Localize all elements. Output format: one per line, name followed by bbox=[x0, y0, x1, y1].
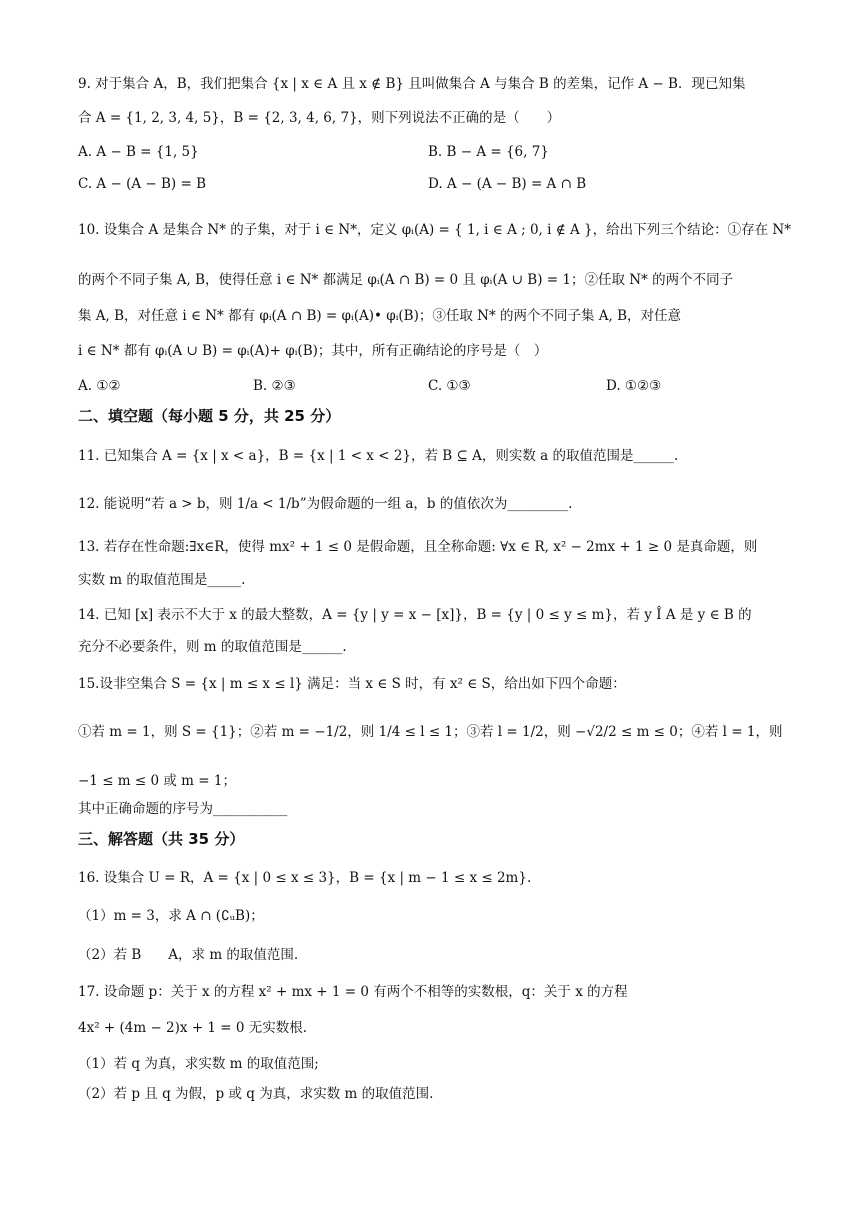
q10-line-2: 的两个不同子集 A, B，使得任意 i ∈ N* 都满足 φᵢ(A ∩ B) = 0 且 φᵢ(A ∪ B) = 1；②任取 N* 的两个不同子 bbox=[78, 272, 734, 288]
q15-line-2: ①若 m = 1，则 S = {1}；②若 m = −1/2，则 1/4 ≤ l ≤ 1；③若 l = 1/2，则 −√2/2 ≤ m ≤ 0；④若 l = 1，则 bbox=[78, 724, 783, 740]
q11-text: 11. 已知集合 A = {x | x < a}，B = {x | 1 < x < 2}，若 B ⊆ A，则实数 a 的取值范围是______. bbox=[78, 448, 679, 464]
q9-option-c: C. A − (A − B) = B bbox=[78, 176, 206, 192]
q15-line-3: −1 ≤ m ≤ 0 或 m = 1； bbox=[78, 773, 236, 789]
q9-line-2: 合 A = {1, 2, 3, 4, 5}，B = {2, 3, 4, 6, 7}，则下列说法不正确的是（ ） bbox=[78, 110, 561, 126]
q10-option-b: B. ②③ bbox=[253, 378, 296, 394]
q14-line-1: 14. 已知 [x] 表示不大于 x 的最大整数，A = {y | y = x − [x]}，B = {y | 0 ≤ y ≤ m}，若 y Î A 是 y ∈ B 的 bbox=[78, 607, 752, 623]
q16-line-1: 16. 设集合 U = R，A = {x | 0 ≤ x ≤ 3}，B = {x | m − 1 ≤ x ≤ 2m}. bbox=[78, 870, 532, 886]
q12-text: 12. 能说明“若 a > b，则 1/a < 1/b”为假命题的一组 a，b 的值依次为_________. bbox=[78, 496, 573, 512]
q13-line-1: 13. 若存在性命题:∃x∈R，使得 mx² + 1 ≤ 0 是假命题，且全称命题: ∀x ∈ R, x² − 2mx + 1 ≥ 0 是真命题，则 bbox=[78, 539, 758, 555]
q16-part-2: （2）若 B A，求 m 的取值范围. bbox=[78, 947, 299, 963]
q17-part-2: （2）若 p 且 q 为假，p 或 q 为真，求实数 m 的取值范围. bbox=[78, 1086, 434, 1102]
q17-part-1: （1）若 q 为真，求实数 m 的取值范围; bbox=[78, 1056, 319, 1072]
q9-line-1: 9. 对于集合 A，B，我们把集合 {x | x ∈ A 且 x ∉ B} 且叫做集合 A 与集合 B 的差集，记作 A − B．现已知集 bbox=[78, 76, 746, 92]
q15-line-4: 其中正确命题的序号为___________ bbox=[78, 801, 288, 817]
q17-line-2: 4x² + (4m − 2)x + 1 = 0 无实数根. bbox=[78, 1020, 308, 1036]
q10-line-3: 集 A, B，对任意 i ∈ N* 都有 φᵢ(A ∩ B) = φᵢ(A)• φᵢ(B)；③任取 N* 的两个不同子集 A, B，对任意 bbox=[78, 308, 682, 324]
q10-option-d: D. ①②③ bbox=[606, 378, 662, 394]
q14-line-2: 充分不必要条件，则 m 的取值范围是______. bbox=[78, 639, 347, 655]
q9-option-b: B. B − A = {6, 7} bbox=[428, 144, 549, 160]
q15-line-1: 15.设非空集合 S = {x | m ≤ x ≤ l} 满足：当 x ∈ S 时，有 x² ∈ S，给出如下四个命题： bbox=[78, 676, 626, 692]
q16-part-1: （1）m = 3，求 A ∩ (∁ᵤB)； bbox=[78, 908, 264, 924]
section-2-heading: 二、填空题（每小题 5 分，共 25 分） bbox=[78, 407, 341, 425]
q10-option-c: C. ①③ bbox=[428, 378, 471, 394]
q9-option-d: D. A − (A − B) = A ∩ B bbox=[428, 176, 587, 192]
q10-line-1: 10. 设集合 A 是集合 N* 的子集，对于 i ∈ N*，定义 φᵢ(A) = { 1, i ∈ A ; 0, i ∉ A }，给出下列三个结论：①存在 N* bbox=[78, 222, 791, 238]
q17-line-1: 17. 设命题 p：关于 x 的方程 x² + mx + 1 = 0 有两个不相等的实数根，q：关于 x 的方程 bbox=[78, 984, 628, 1000]
q10-line-4: i ∈ N* 都有 φᵢ(A ∪ B) = φᵢ(A)+ φᵢ(B)；其中，所有正确结论的序号是（ ） bbox=[78, 343, 548, 359]
q10-option-a: A. ①② bbox=[78, 378, 121, 394]
q13-line-2: 实数 m 的取值范围是_____. bbox=[78, 572, 246, 588]
section-3-heading: 三、解答题（共 35 分） bbox=[78, 830, 245, 848]
q9-option-a: A. A − B = {1, 5} bbox=[78, 144, 199, 160]
